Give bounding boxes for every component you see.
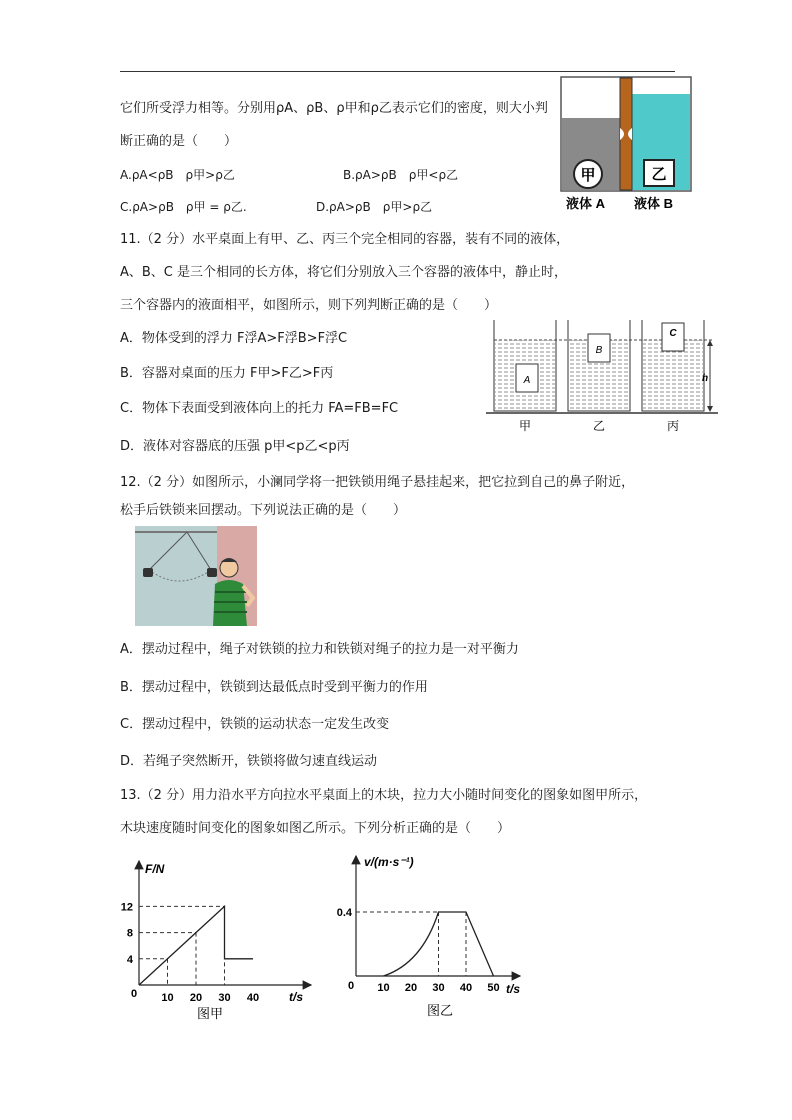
- q12-line1: 12.（2 分）如图所示，小澜同学将一把铁锁用绳子悬挂起来，把它拉到自己的鼻子附近，: [120, 475, 635, 490]
- q11-h-label: h: [702, 373, 709, 384]
- q11-option-b: B．容器对桌面的压力 F甲>F乙>F丙: [120, 366, 334, 381]
- q13-graph-velocity: [330, 850, 530, 1025]
- q12-option-a: A．摆动过程中，绳子对铁锁的拉力和铁锁对绳子的拉力是一对平衡力: [120, 642, 519, 657]
- q13-g2-xtick-4: 50: [487, 982, 500, 994]
- q12-figure-pendulum: [135, 526, 257, 626]
- q13-g1-xlabel: t/s: [289, 990, 304, 1004]
- q11-line1: 11.（2 分）水平桌面上有甲、乙、丙三个完全相同的容器，装有不同的液体，: [120, 232, 570, 247]
- lock-icon-2: [207, 568, 217, 577]
- q13-g2-xtick-3: 40: [459, 982, 473, 994]
- q13-g1-caption: 图甲: [196, 1006, 224, 1021]
- q10-figure-liquids: [560, 76, 692, 214]
- q13-g2-ytick-0: 0.4: [336, 907, 352, 919]
- q11-label-jia: 甲: [518, 419, 532, 433]
- q13-g2-origin: 0: [348, 980, 355, 992]
- q10-liquid-b-label: 液体 B: [634, 196, 674, 211]
- q11-option-a: A．物体受到的浮力 F浮A>F浮B>F浮C: [120, 331, 348, 346]
- q13-g2-caption: 图乙: [426, 1003, 454, 1018]
- q13-g1-xtick-0: 10: [161, 992, 174, 1004]
- q12-option-c: C．摆动过程中，铁锁的运动状态一定发生改变: [120, 717, 390, 732]
- q11-option-c: C．物体下表面受到液体向上的托力 FA=FB=FC: [120, 401, 399, 416]
- q13-g1-xtick-3: 40: [246, 992, 260, 1004]
- q13-g2-xlabel: t/s: [506, 982, 521, 996]
- q10-label-yi: 乙: [651, 166, 667, 183]
- q10-label-jia: 甲: [580, 167, 596, 184]
- q12-line2: 松手后铁锁来回摆动。下列说法正确的是（ ）: [120, 503, 407, 518]
- q13-g2-xtick-1: 20: [404, 982, 418, 994]
- q13-graph-force: [115, 855, 325, 1025]
- q10-line1: 它们所受浮力相等。分别用ρA、ρB、ρ甲和ρ乙表示它们的密度，则大小判: [120, 101, 548, 116]
- q13-line1: 13.（2 分）用力沿水平方向拉水平桌面上的木块，拉力大小随时间变化的图象如图甲所示，: [120, 788, 648, 803]
- q13-g1-origin: 0: [131, 988, 138, 1000]
- q13-g1-xtick-1: 20: [189, 992, 203, 1004]
- q13-g2-xtick-2: 30: [432, 982, 445, 994]
- q13-g2-ylabel: v/(m·s⁻¹): [364, 855, 414, 869]
- q11-figure-containers: [486, 318, 722, 436]
- q13-line2: 木块速度随时间变化的图象如图乙所示。下列分析正确的是（ ）: [120, 821, 511, 836]
- q12-option-b: B．摆动过程中，铁锁到达最低点时受到平衡力的作用: [120, 680, 428, 695]
- q12-option-d: D．若绳子突然断开，铁锁将做匀速直线运动: [120, 754, 378, 769]
- q10-option-c: C.ρA>ρB ρ甲 = ρ乙.: [120, 200, 247, 214]
- lock-icon: [143, 568, 153, 577]
- q11-line3: 三个容器内的液面相平，如图所示，则下列判断正确的是（ ）: [120, 298, 498, 313]
- q11-label-yi: 乙: [592, 419, 606, 433]
- q13-g1-ytick-0: 4: [126, 953, 133, 966]
- q11-option-d: D．液体对容器底的压强 p甲<p乙<p丙: [120, 439, 350, 454]
- q13-g1-xtick-2: 30: [218, 992, 231, 1004]
- q10-option-a: A.ρA<ρB ρ甲>ρ乙: [120, 168, 235, 182]
- q11-label-bing: 丙: [666, 419, 680, 433]
- q13-g1-series-line: [139, 906, 253, 985]
- q11-box-a-label: A: [523, 375, 531, 386]
- q13-g1-ytick-1: 8: [126, 927, 133, 940]
- q11-line2: A、B、C 是三个相同的长方体，将它们分别放入三个容器的液体中，静止时，: [120, 265, 568, 280]
- q10-option-d: D.ρA>ρB ρ甲>ρ乙: [316, 200, 433, 214]
- q10-line2: 断正确的是（ ）: [120, 134, 238, 149]
- q10-option-b: B.ρA>ρB ρ甲<ρ乙: [343, 168, 459, 182]
- q11-box-c-label: C: [669, 328, 677, 339]
- q13-g1-ylabel: F/N: [145, 862, 165, 876]
- header-rule: [120, 71, 675, 72]
- q10-liquid-a-label: 液体 A: [566, 196, 606, 211]
- q11-box-b-label: B: [595, 345, 603, 356]
- q13-g1-ytick-2: 12: [120, 901, 133, 914]
- q13-g2-xtick-0: 10: [377, 982, 390, 994]
